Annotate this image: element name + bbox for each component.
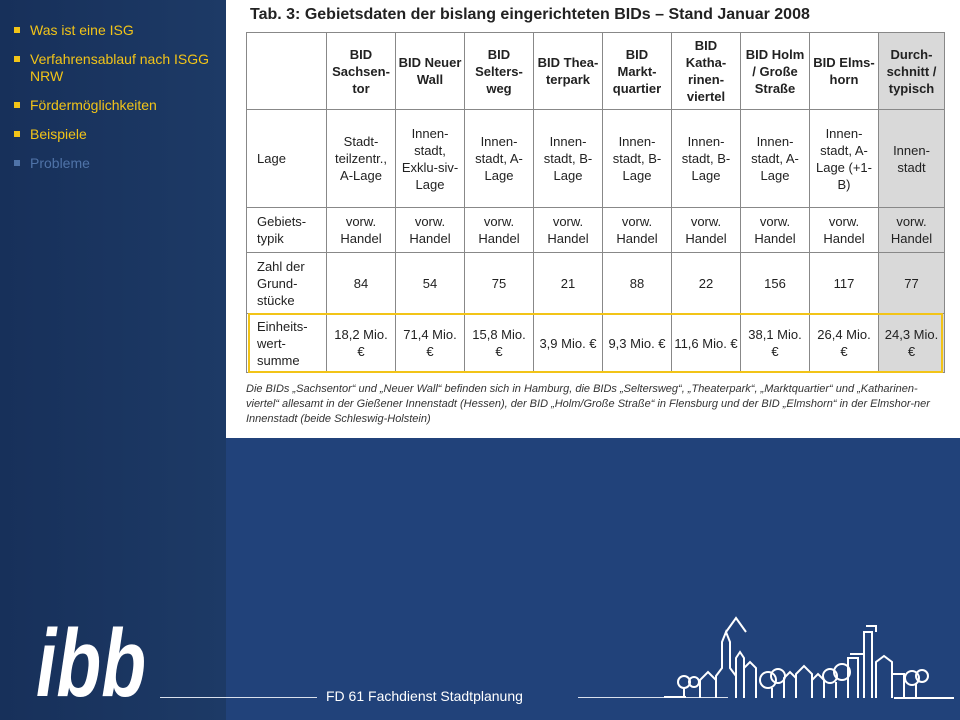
column-header: BID Katha-rinen-viertel bbox=[672, 33, 741, 110]
table-cell: Innen-stadt, B-Lage bbox=[603, 110, 672, 208]
table-cell: 26,4 Mio. € bbox=[810, 314, 879, 373]
table-cell: 24,3 Mio. € bbox=[879, 314, 945, 373]
column-header: BID Holm / Große Straße bbox=[741, 33, 810, 110]
table-footnote: Die BIDs „Sachsentor“ und „Neuer Wall“ befinden sich in Hamburg, die BIDs „Seltersweg“, „Theaterpark“, „Marktquartier“ und „Katharinen-viertel“ allesamt in der Gießener Innenstadt (Hessen), der BID „Holm/Große Straße“ in Flensburg und der BID „Elmshorn“ in der Elmshor-ner Innenstadt (beide Schleswig-Holstein) bbox=[246, 383, 930, 425]
sidebar bbox=[0, 0, 226, 720]
table-row bbox=[247, 208, 945, 253]
table-cell: 9,3 Mio. € bbox=[603, 314, 672, 373]
nav-item-verfahrensablauf[interactable] bbox=[14, 51, 219, 85]
nav-item-beispiele[interactable] bbox=[14, 126, 219, 143]
column-header: Durch-schnitt / typisch bbox=[879, 33, 945, 110]
table-cell: Innen-stadt, A-Lage bbox=[741, 110, 810, 208]
table-row bbox=[247, 253, 945, 314]
table-cell: 22 bbox=[672, 253, 741, 314]
table-cell: 15,8 Mio. € bbox=[465, 314, 534, 373]
nav-item-label: Fördermöglichkeiten bbox=[30, 97, 157, 113]
nav-item-foerdermoeglichkeiten[interactable] bbox=[14, 97, 219, 114]
table-cell: Stadt-teilzentr., A-Lage bbox=[327, 110, 396, 208]
column-header: BID Neuer Wall bbox=[396, 33, 465, 110]
row-header: Einheits-wert-summe bbox=[247, 314, 327, 373]
table-cell: 156 bbox=[741, 253, 810, 314]
square-bullet-icon bbox=[14, 27, 20, 33]
nav-item-label: Was ist eine ISG bbox=[30, 22, 134, 38]
table-cell: vorw. Handel bbox=[327, 208, 396, 253]
square-bullet-icon bbox=[14, 160, 20, 166]
column-header: BID Markt-quartier bbox=[603, 33, 672, 110]
table-header-row bbox=[247, 33, 945, 110]
corner-cell bbox=[247, 33, 327, 110]
square-bullet-icon bbox=[14, 56, 20, 62]
table-cell: 75 bbox=[465, 253, 534, 314]
table-cell: vorw. Handel bbox=[534, 208, 603, 253]
table-cell: vorw. Handel bbox=[672, 208, 741, 253]
table-cell: Innen-stadt bbox=[879, 110, 945, 208]
table-cell: Innen-stadt, Exklu-siv-Lage bbox=[396, 110, 465, 208]
table-cell: 117 bbox=[810, 253, 879, 314]
table-cell: 3,9 Mio. € bbox=[534, 314, 603, 373]
nav-item-label: Verfahrensablauf nach ISGG NRW bbox=[30, 51, 209, 84]
bid-table bbox=[246, 32, 945, 373]
table-cell: 71,4 Mio. € bbox=[396, 314, 465, 373]
square-bullet-icon bbox=[14, 102, 20, 108]
table-cell: vorw. Handel bbox=[603, 208, 672, 253]
table-cell: Innen-stadt, A-Lage (+1-B) bbox=[810, 110, 879, 208]
table-cell: 18,2 Mio. € bbox=[327, 314, 396, 373]
row-header: Zahl der Grund-stücke bbox=[247, 253, 327, 314]
table-cell: 88 bbox=[603, 253, 672, 314]
table-cell: 77 bbox=[879, 253, 945, 314]
ibb-logo bbox=[36, 610, 148, 717]
square-bullet-icon bbox=[14, 131, 20, 137]
logo-text: ibb bbox=[36, 610, 146, 717]
column-header: BID Thea-terpark bbox=[534, 33, 603, 110]
nav-item-label: Beispiele bbox=[30, 126, 87, 142]
footer-divider bbox=[160, 697, 317, 698]
nav-item-label: Probleme bbox=[30, 155, 90, 171]
table-cell: 21 bbox=[534, 253, 603, 314]
table-cell: Innen-stadt, B-Lage bbox=[534, 110, 603, 208]
row-header: Gebiets-typik bbox=[247, 208, 327, 253]
table-cell: 54 bbox=[396, 253, 465, 314]
table-cell: vorw. Handel bbox=[810, 208, 879, 253]
column-header: BID Selters-weg bbox=[465, 33, 534, 110]
table-cell: vorw. Handel bbox=[879, 208, 945, 253]
column-header: BID Sachsen-tor bbox=[327, 33, 396, 110]
table-cell: vorw. Handel bbox=[741, 208, 810, 253]
footer-label: FD 61 Fachdienst Stadtplanung bbox=[326, 688, 523, 704]
table-title: Tab. 3: Gebietsdaten der bislang eingerichteten BIDs – Stand Januar 2008 bbox=[250, 6, 810, 23]
table-cell: Innen-stadt, B-Lage bbox=[672, 110, 741, 208]
table-cell: 84 bbox=[327, 253, 396, 314]
table-cell: vorw. Handel bbox=[396, 208, 465, 253]
nav-list bbox=[14, 22, 219, 184]
table-row bbox=[247, 314, 945, 373]
table-cell: 38,1 Mio. € bbox=[741, 314, 810, 373]
table-cell: 11,6 Mio. € bbox=[672, 314, 741, 373]
column-header: BID Elms-horn bbox=[810, 33, 879, 110]
document-image bbox=[226, 0, 960, 438]
nav-item-probleme[interactable] bbox=[14, 155, 219, 172]
city-skyline-icon bbox=[664, 618, 954, 708]
table-cell: vorw. Handel bbox=[465, 208, 534, 253]
table-row bbox=[247, 110, 945, 208]
table-cell: Innen-stadt, A-Lage bbox=[465, 110, 534, 208]
nav-item-was-ist-isg[interactable] bbox=[14, 22, 219, 39]
row-header: Lage bbox=[247, 110, 327, 208]
